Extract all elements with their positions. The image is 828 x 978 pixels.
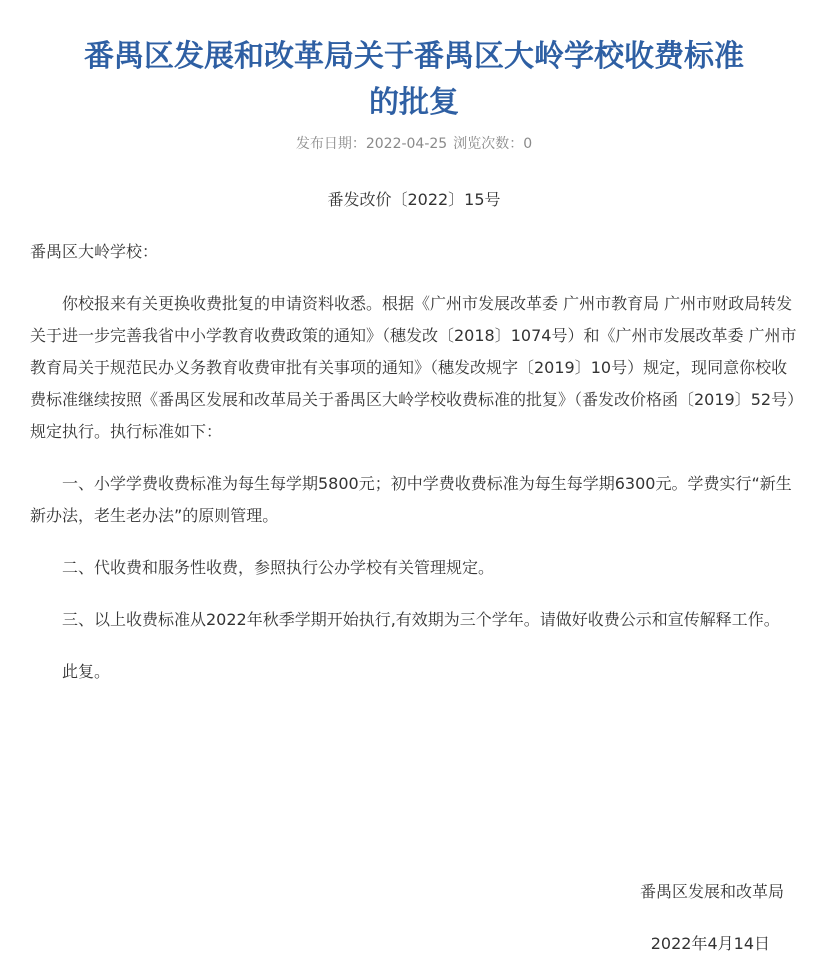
article-title-line2: 的批复 <box>369 85 459 121</box>
paragraph-intro: 你校报来有关更换收费批复的申请资料收悉。根据《广州市发展改革委 广州市教育局 广州市财政局转发关于进一步完善我省中小学教育收费政策的通知》（穗发改〔2018〕1074号）和《广州市发展改革委 广州市教育局关于规范民办义务教育收费审批有关事项的通知》（穗发改规字〔2019〕10号）规定，现同意你校收费标准继续按照《番禺区发展和改革局关于番禺区大岭学校收费标准的批复》（番发改价格函〔2019〕52号）规定执行。执行标准如下： <box>30 294 797 441</box>
article-title-line1: 番禺区发展和改革局关于番禺区大岭学校收费标准 <box>84 39 744 75</box>
paragraph-item-1: 一、小学学费收费标准为每生每学期5800元；初中学费收费标准为每生每学期6300元。学费实行“新生新办法，老生老办法”的原则管理。 <box>30 474 792 525</box>
addressee: 番禺区大岭学校： <box>30 242 159 261</box>
article-meta <box>0 134 828 154</box>
publish-date-label: 发布日期： <box>295 136 366 152</box>
views-label: 浏览次数： <box>453 136 524 152</box>
signature: 番禺区发展和改革局 <box>639 882 784 901</box>
paragraph-closing: 此复。 <box>62 662 111 681</box>
article-body <box>30 236 800 708</box>
publish-date: 2022-04-25 <box>365 136 448 152</box>
sign-date: 2022年4月14日 <box>650 934 770 953</box>
paragraph-item-3: 三、以上收费标准从2022年秋季学期开始执行,有效期为三个学年。请做好收费公示和宣传解释工作。 <box>62 610 780 629</box>
paragraph-item-2: 二、代收费和服务性收费，参照执行公办学校有关管理规定。 <box>62 558 495 577</box>
article-title <box>20 34 808 126</box>
views-count: 0 <box>523 136 533 152</box>
document-number: 番发改价〔2022〕15号 <box>327 190 501 209</box>
